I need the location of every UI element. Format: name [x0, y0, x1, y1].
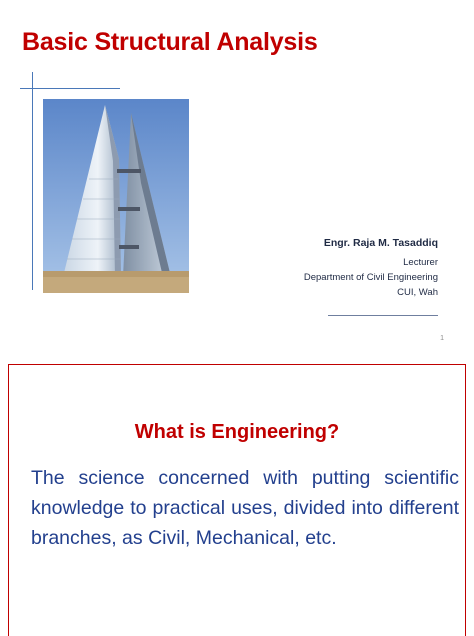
author-role: Lecturer [403, 257, 438, 268]
author-name: Engr. Raja M. Tasaddiq [323, 237, 438, 249]
content-slide [8, 364, 466, 636]
slide-title: Basic Structural Analysis [22, 28, 318, 56]
author-institution: CUI, Wah [397, 287, 438, 298]
divider-rule [328, 315, 438, 316]
slide-body-text: The science concerned with putting scientific knowledge to practical uses, divided into different branches, as Civil, Mechanical, etc. [31, 467, 459, 549]
author-department: Department of Civil Engineering [303, 272, 438, 283]
author-block [304, 237, 438, 300]
decorative-vertical-line [32, 72, 33, 290]
decorative-horizontal-line [20, 88, 120, 89]
building-photo [43, 99, 189, 293]
slide-heading: What is Engineering? [134, 421, 340, 443]
page-number: 1 [440, 335, 444, 342]
